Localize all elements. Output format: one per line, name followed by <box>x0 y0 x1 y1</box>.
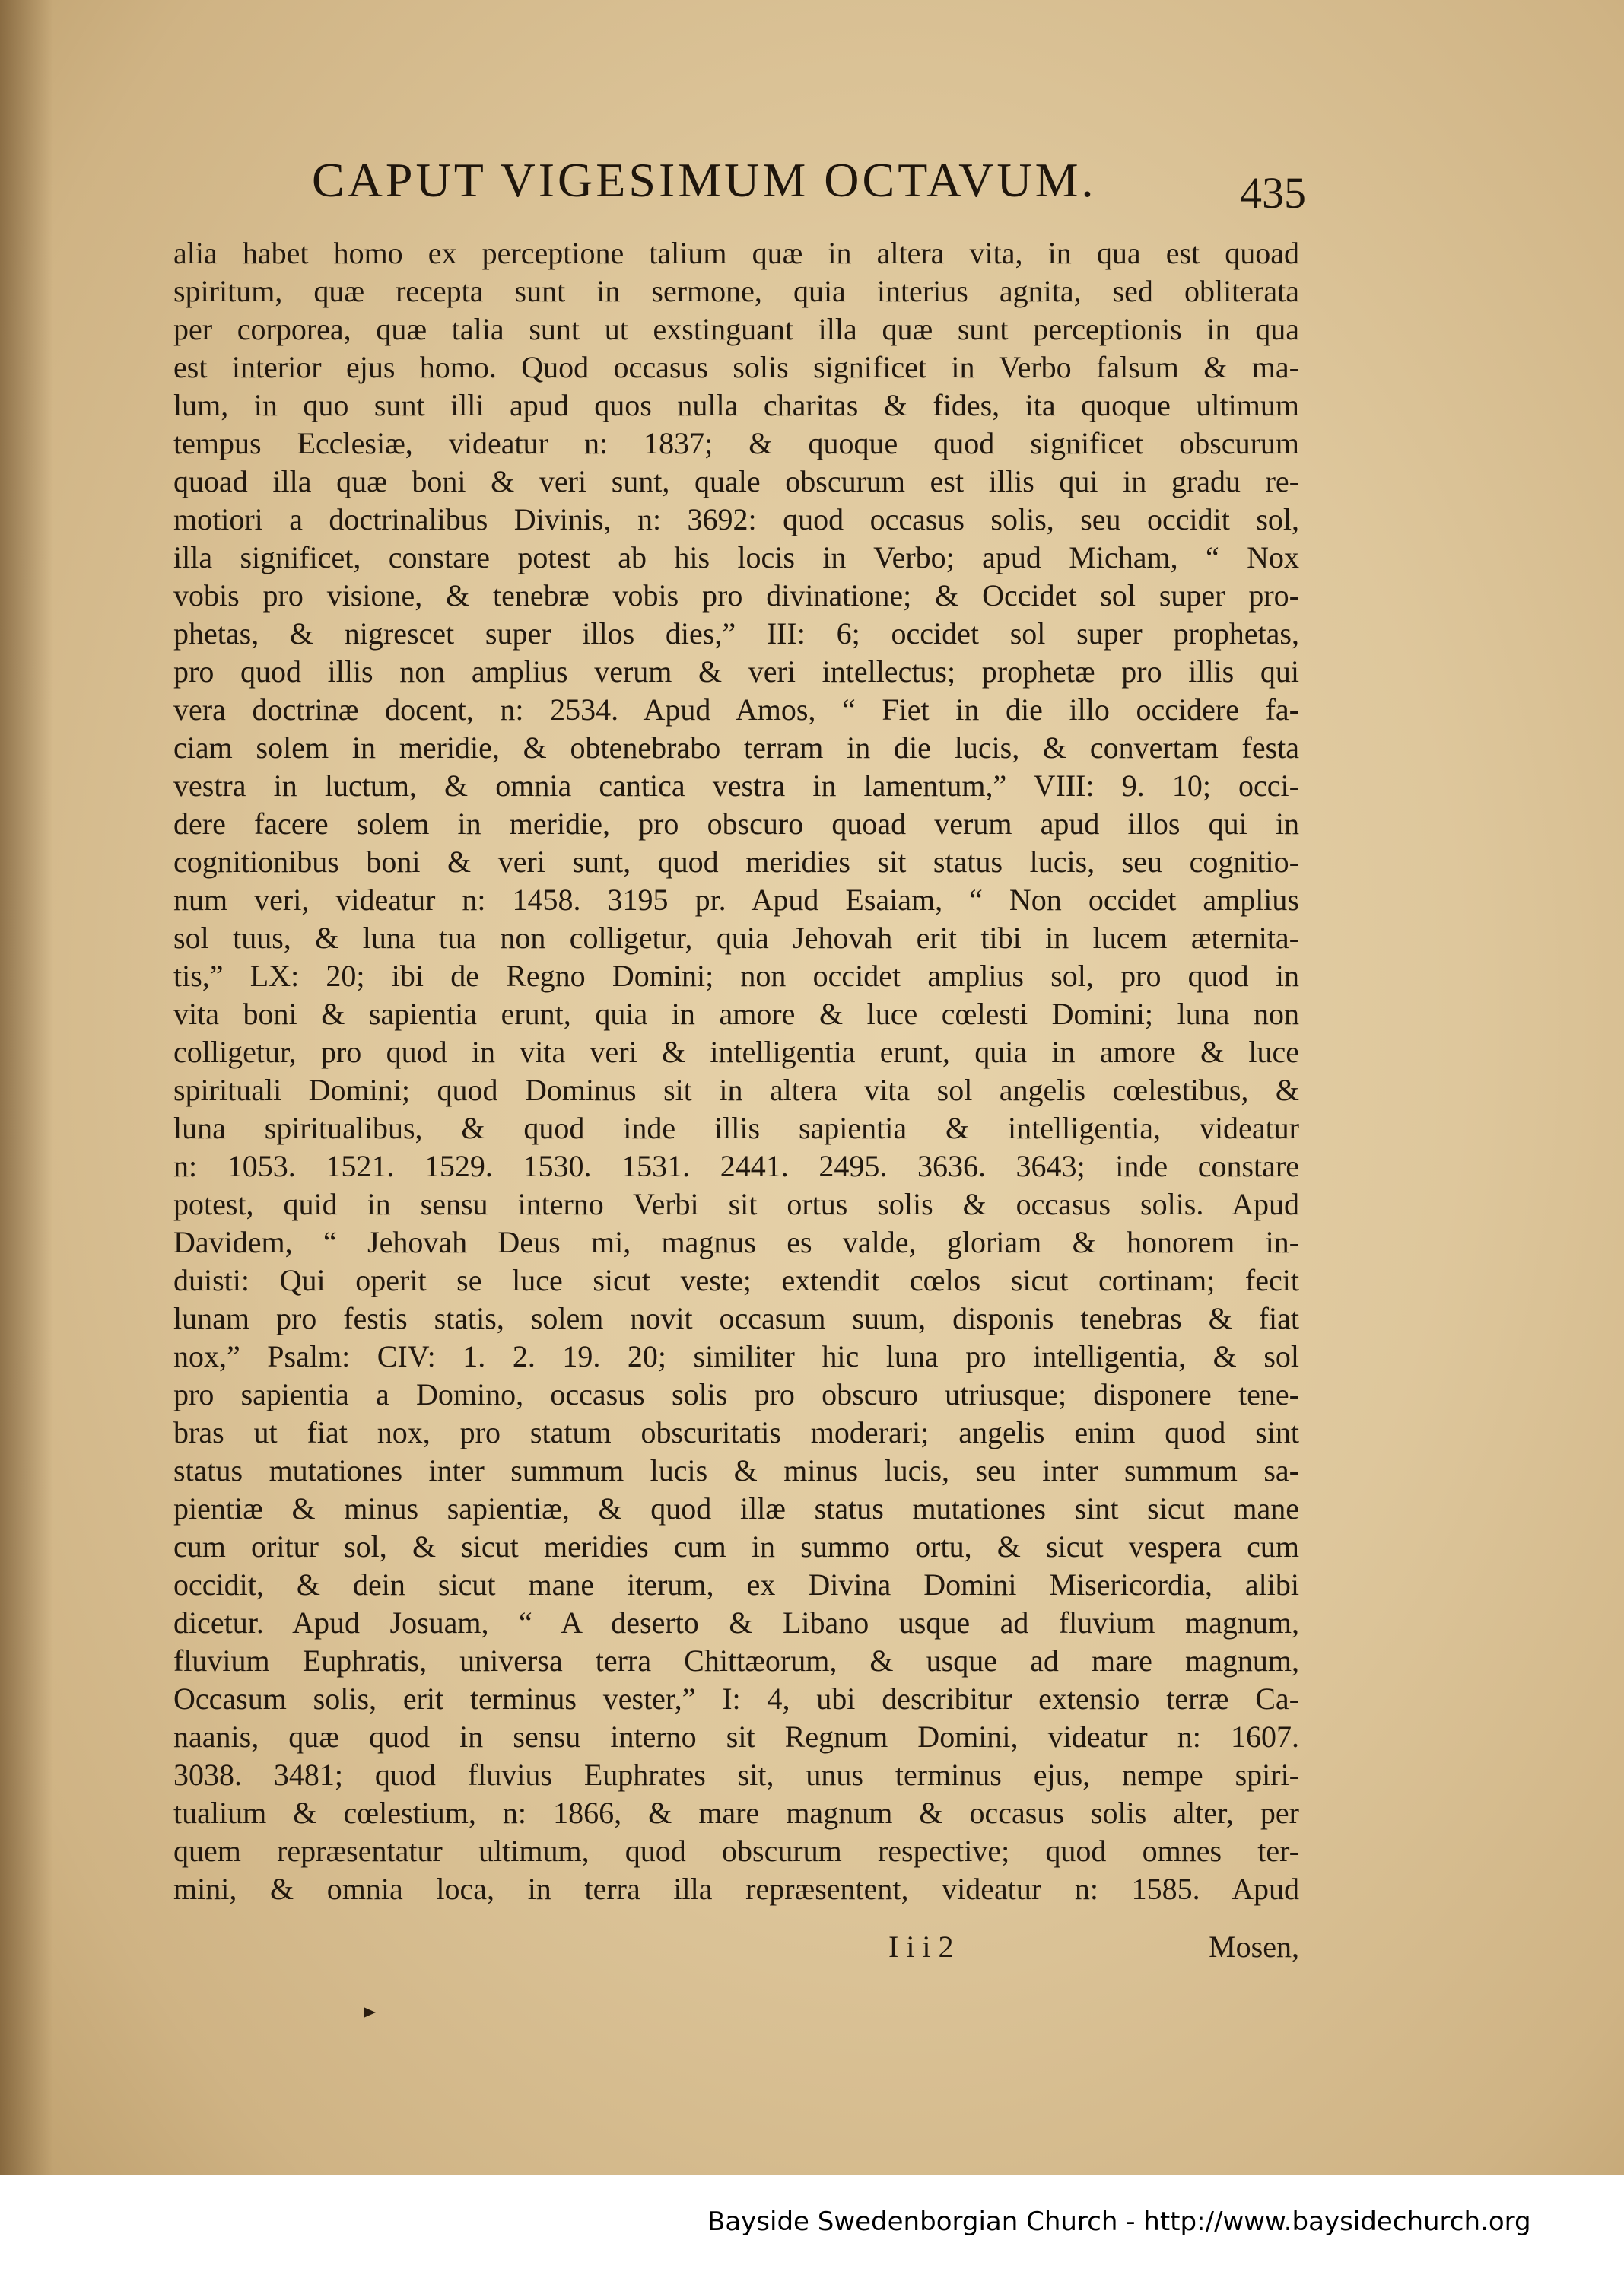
text-line: per corporea, quæ talia sunt ut exstinguant illa quæ sunt perceptionis in qua <box>173 312 1299 346</box>
watermark-bar <box>0 2175 1624 2272</box>
text-line: vita boni & sapientia erunt, quia in amore & luce cœlesti Domini; luna non <box>173 997 1299 1031</box>
text-line: spiritum, quæ recepta sunt in sermone, quia interius agnita, sed obliterata <box>173 274 1299 308</box>
page-number: 435 <box>1240 168 1306 218</box>
binding-shadow <box>0 0 53 2272</box>
text-line: pro quod illis non amplius verum & veri intellectus; prophetæ pro illis qui <box>173 654 1299 689</box>
text-line: vera doctrinæ docent, n: 2534. Apud Amos, “ Fiet in die illo occidere fa- <box>173 692 1299 727</box>
text-line: spirituali Domini; quod Dominus sit in altera vita sol angelis cœlestibus, & <box>173 1073 1299 1107</box>
page-footer <box>173 1929 1299 1967</box>
text-line: potest, quid in sensu interno Verbi sit ortus solis & occasus solis. Apud <box>173 1187 1299 1221</box>
text-line: cognitionibus boni & veri sunt, quod meridies sit status lucis, seu cognitio- <box>173 845 1299 879</box>
text-line: cum oritur sol, & sicut meridies cum in summo ortu, & sicut vespera cum <box>173 1529 1299 1564</box>
text-line: tis,” LX: 20; ibi de Regno Domini; non occidet amplius sol, pro quod in <box>173 959 1299 993</box>
text-line: lum, in quo sunt illi apud quos nulla charitas & fides, ita quoque ultimum <box>173 388 1299 422</box>
text-line: Occasum solis, erit terminus vester,” I: 4, ubi describitur extensio terræ Ca- <box>173 1682 1299 1716</box>
text-line: status mutationes inter summum lucis & minus lucis, seu inter summum sa- <box>173 1453 1299 1488</box>
text-line: bras ut fiat nox, pro statum obscuritatis moderari; angelis enim quod sint <box>173 1415 1299 1449</box>
text-line: vestra in luctum, & omnia cantica vestra in lamentum,” VIII: 9. 10; occi- <box>173 768 1299 803</box>
text-line: duisti: Qui operit se luce sicut veste; extendit cœlos sicut cortinam; fecit <box>173 1263 1299 1297</box>
text-line: phetas, & nigrescet super illos dies,” III: 6; occidet sol super prophetas, <box>173 616 1299 651</box>
text-line: alia habet homo ex perceptione talium quæ in altera vita, in qua est quoad <box>173 236 1299 270</box>
text-line: dere facere solem in meridie, pro obscuro quoad verum apud illos qui in <box>173 807 1299 841</box>
text-line: est interior ejus homo. Quod occasus solis significet in Verbo falsum & ma- <box>173 350 1299 384</box>
text-line: 3038. 3481; quod fluvius Euphrates sit, unus terminus ejus, nempe spiri- <box>173 1758 1299 1792</box>
text-line: lunam pro festis statis, solem novit occasum suum, disponis tenebras & fiat <box>173 1301 1299 1335</box>
text-line: luna spiritualibus, & quod inde illis sapientia & intelligentia, videatur <box>173 1111 1299 1145</box>
stray-mark <box>364 2007 376 2018</box>
text-line: quoad illa quæ boni & veri sunt, quale obscurum est illis qui in gradu re- <box>173 464 1299 498</box>
body-text <box>173 234 1299 1908</box>
watermark-text: Bayside Swedenborgian Church - http://www.baysidechurch.org <box>707 2207 1531 2237</box>
text-line: mini, & omnia loca, in terra illa repræsentent, videatur n: 1585. Apud <box>173 1872 1299 1906</box>
text-line: sol tuus, & luna tua non colligetur, quia Jehovah erit tibi in lucem æternita- <box>173 921 1299 955</box>
text-line: vobis pro visione, & tenebræ vobis pro divinatione; & Occidet sol super pro- <box>173 578 1299 613</box>
text-line: ciam solem in meridie, & obtenebrabo terram in die lucis, & convertam festa <box>173 730 1299 765</box>
text-line: pro sapientia a Domino, occasus solis pro obscuro utriusque; disponere tene- <box>173 1377 1299 1411</box>
text-line: colligetur, pro quod in vita veri & intelligentia erunt, quia in amore & luce <box>173 1035 1299 1069</box>
text-line: naanis, quæ quod in sensu interno sit Regnum Domini, videatur n: 1607. <box>173 1720 1299 1754</box>
running-head: CAPUT VIGESIMUM OCTAVUM. <box>312 153 1097 207</box>
text-line: motiori a doctrinalibus Divinis, n: 3692: quod occasus solis, seu occidit sol, <box>173 502 1299 536</box>
signature-mark: I i i 2 <box>888 1930 954 1964</box>
text-line: nox,” Psalm: CIV: 1. 2. 19. 20; similiter hic luna pro intelligentia, & sol <box>173 1339 1299 1373</box>
text-line: n: 1053. 1521. 1529. 1530. 1531. 2441. 2495. 3636. 3643; inde constare <box>173 1149 1299 1183</box>
text-line: dicetur. Apud Josuam, “ A deserto & Libano usque ad fluvium magnum, <box>173 1605 1299 1640</box>
page-header <box>312 152 1377 218</box>
catchword: Mosen, <box>1209 1930 1299 1964</box>
text-line: fluvium Euphratis, universa terra Chittæorum, & usque ad mare magnum, <box>173 1644 1299 1678</box>
text-line: pientiæ & minus sapientiæ, & quod illæ status mutationes sint sicut mane <box>173 1491 1299 1526</box>
text-line: illa significet, constare potest ab his locis in Verbo; apud Micham, “ Nox <box>173 540 1299 574</box>
text-line: quem repræsentatur ultimum, quod obscurum respective; quod omnes ter- <box>173 1834 1299 1868</box>
text-line: occidit, & dein sicut mane iterum, ex Divina Domini Misericordia, alibi <box>173 1567 1299 1602</box>
text-line: tempus Ecclesiæ, videatur n: 1837; & quoque quod significet obscurum <box>173 426 1299 460</box>
text-line: num veri, videatur n: 1458. 3195 pr. Apud Esaiam, “ Non occidet amplius <box>173 883 1299 917</box>
text-line: tualium & cœlestium, n: 1866, & mare magnum & occasus solis alter, per <box>173 1796 1299 1830</box>
text-line: Davidem, “ Jehovah Deus mi, magnus es valde, gloriam & honorem in- <box>173 1225 1299 1259</box>
